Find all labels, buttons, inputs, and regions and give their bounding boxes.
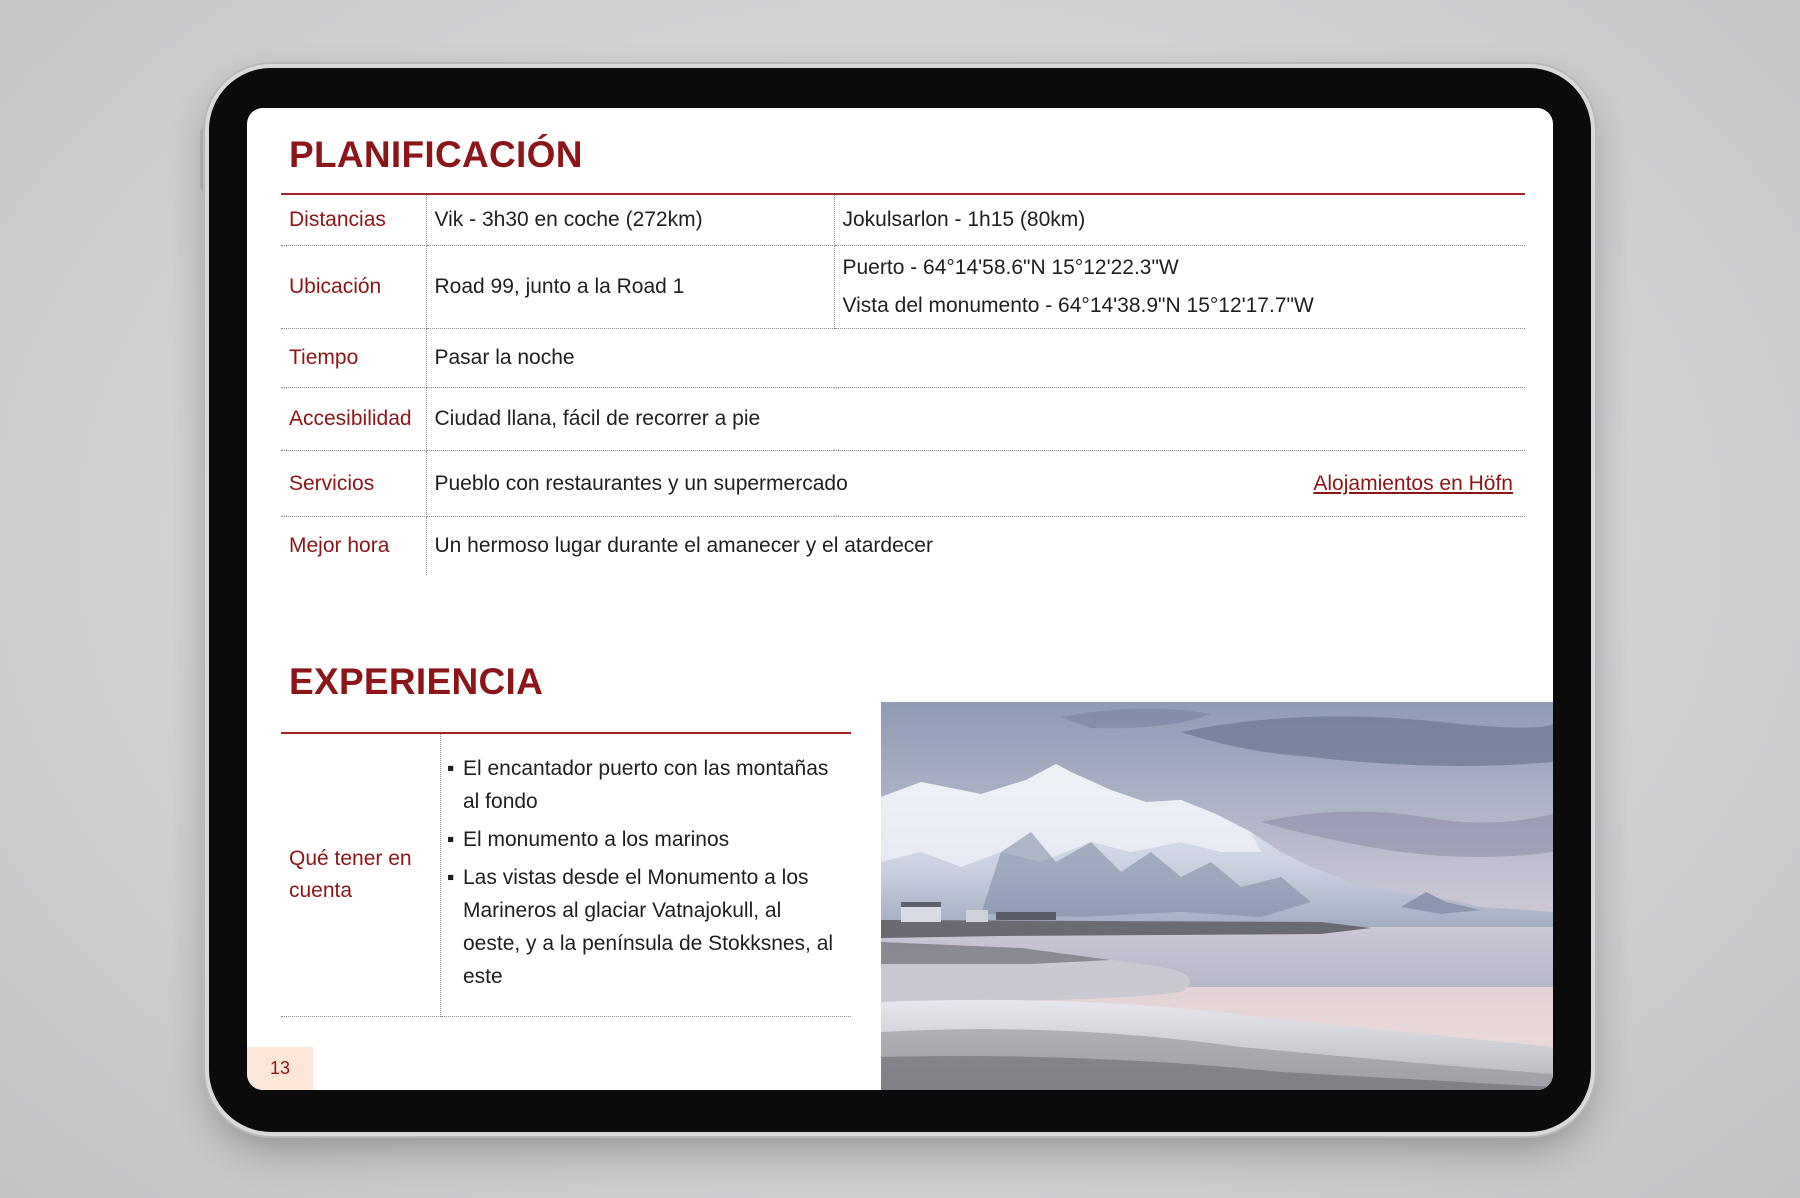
document-page — [247, 108, 1553, 1090]
experiencia-title: EXPERIENCIA — [289, 661, 544, 702]
page-number: 13 — [247, 1047, 313, 1090]
experiencia-table — [281, 734, 851, 1017]
table-row — [281, 329, 1525, 388]
table-row — [281, 195, 1525, 246]
row-value: Ciudad llana, fácil de recorrer a pie — [426, 388, 1525, 451]
row-value-secondary — [834, 246, 1525, 329]
row-label: Ubicación — [281, 246, 426, 329]
row-value-secondary: Jokulsarlon - 1h15 (80km) — [834, 195, 1525, 246]
row-value: Road 99, junto a la Road 1 — [426, 246, 834, 329]
bullet-icon: ▪ — [447, 866, 455, 889]
alojamientos-link[interactable]: Alojamientos en Höfn — [1313, 471, 1513, 495]
row-value-cell — [426, 451, 1525, 517]
row-label: Qué tener en cuenta — [281, 734, 441, 1017]
table-row — [281, 517, 1525, 576]
table-row — [281, 246, 1525, 329]
list-item: ▪ Las vistas desde el Monumento a los Marineros al glaciar Vatnajokull, al oeste, y a la península de Stokksnes, al este — [447, 861, 843, 993]
tablet-frame — [209, 68, 1591, 1132]
snowy-mountain-coast-photo — [881, 702, 1553, 1090]
row-label: Distancias — [281, 195, 426, 246]
planificacion-table — [281, 195, 1525, 575]
coordinates-monumento: Vista del monumento - 64°14'38.9"N 15°12'17.7"W — [842, 294, 1314, 317]
experience-list — [447, 752, 843, 993]
row-label: Mejor hora — [281, 517, 426, 576]
row-value: Vik - 3h30 en coche (272km) — [426, 195, 834, 246]
bullet-icon: ▪ — [447, 828, 455, 851]
list-item: ▪ El monumento a los marinos — [447, 823, 843, 856]
table-row — [281, 734, 851, 1017]
experience-items — [441, 734, 852, 1017]
list-item: ▪ El encantador puerto con las montañas al fondo — [447, 752, 843, 818]
row-value: Pueblo con restaurantes y un supermercado — [434, 471, 848, 495]
row-label: Accesibilidad — [281, 388, 426, 451]
row-value: Pasar la noche — [426, 329, 1525, 388]
table-row — [281, 388, 1525, 451]
tablet-side-button — [200, 128, 206, 190]
coordinates-puerto: Puerto - 64°14'58.6"N 15°12'22.3"W — [842, 256, 1179, 279]
planificacion-title: PLANIFICACIÓN — [289, 134, 583, 175]
bullet-icon: ▪ — [447, 757, 455, 780]
table-row — [281, 451, 1525, 517]
row-label: Tiempo — [281, 329, 426, 388]
row-label: Servicios — [281, 451, 426, 517]
row-value: Un hermoso lugar durante el amanecer y el atardecer — [434, 534, 933, 557]
